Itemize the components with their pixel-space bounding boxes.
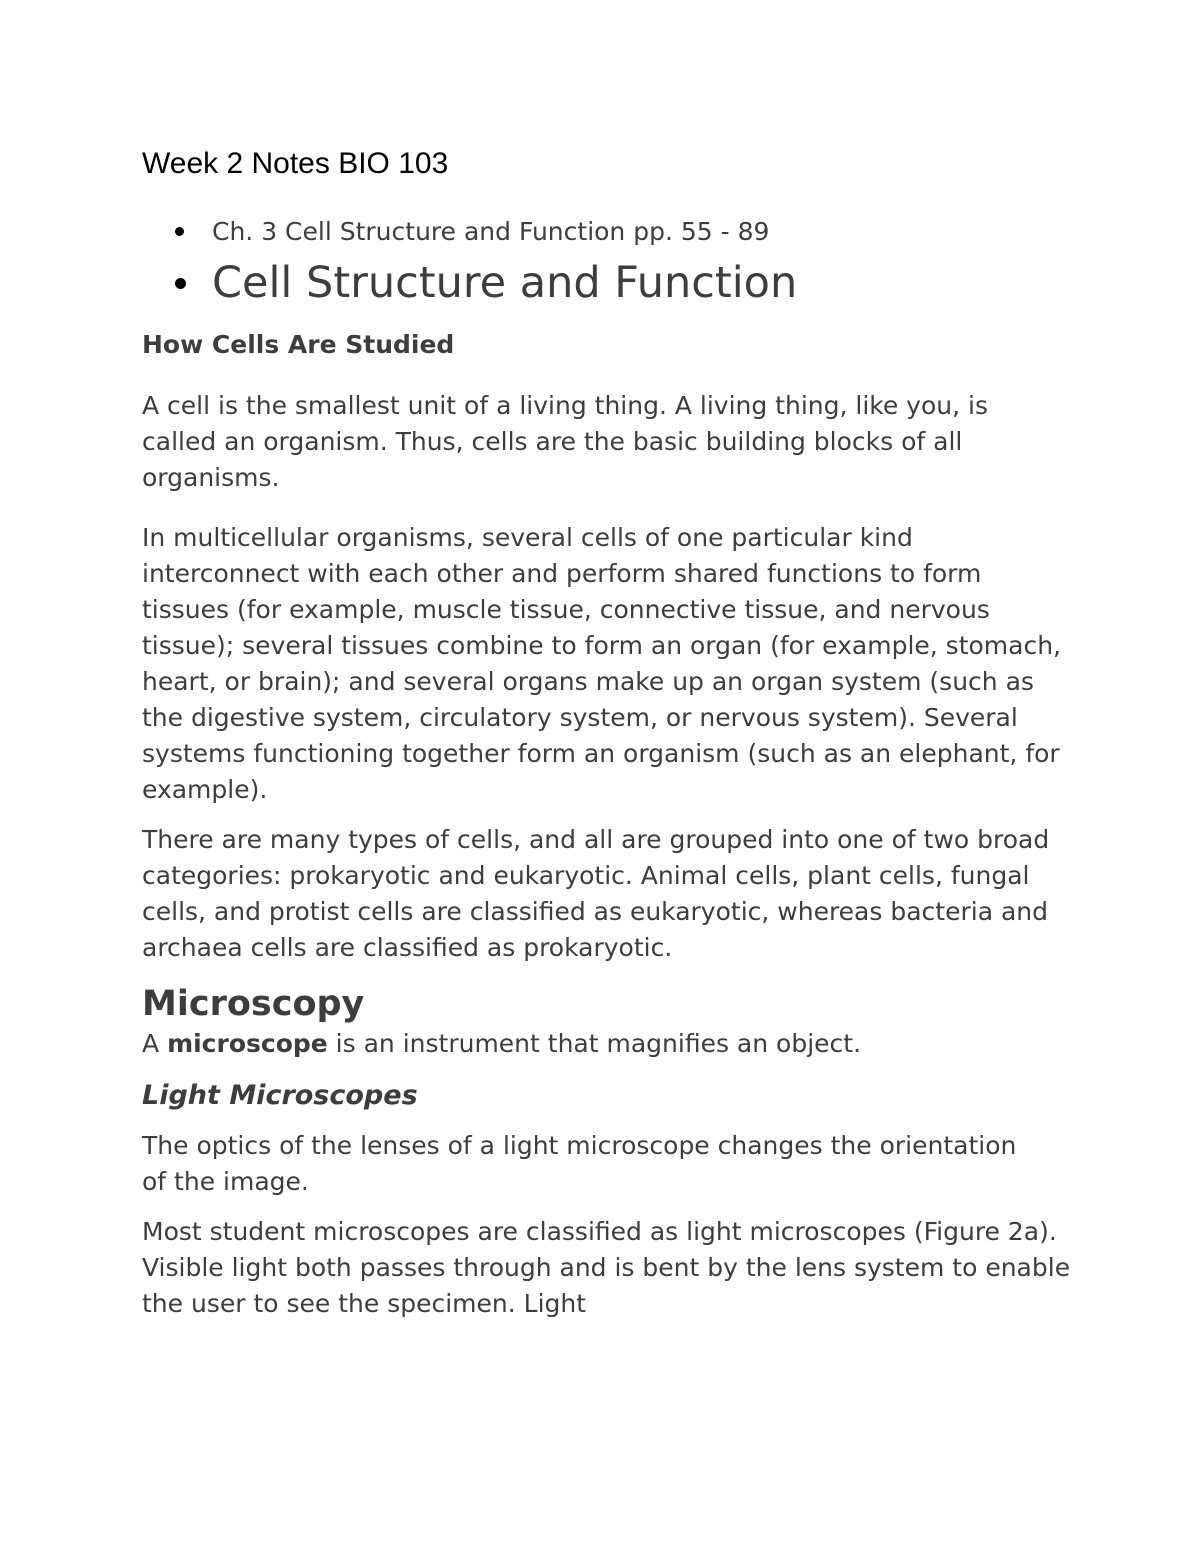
subsection-heading-light-microscopes: Light Microscopes [142, 1080, 418, 1111]
paragraph-microscope-definition [142, 1026, 1072, 1062]
chapter-bullet-list [142, 212, 797, 312]
paragraph-lens-optics: The optics of the lenses of a light microscope changes the orientation of the image. [142, 1131, 1017, 1196]
sentence-suffix: is an instrument that magnifies an object. [327, 1029, 862, 1058]
paragraph-student-microscopes: Most student microscopes are classified as light microscopes (Figure 2a). Visible light both passes through and is bent by the lens system to enable the user to see the specimen. Light [142, 1217, 1071, 1318]
sentence-prefix: A [142, 1029, 168, 1058]
paragraph-cell-definition: A cell is the smallest unit of a living thing. A living thing, like you, is called an organism. Thus, cells are the basic building blocks of all organisms. [142, 391, 988, 492]
bullet-dot-icon [175, 278, 186, 289]
bullet-dot-icon [175, 227, 184, 236]
document-body [142, 326, 1072, 1322]
section-heading-microscopy: Microscopy [142, 984, 365, 1024]
bullet-item-chapter-title [142, 254, 797, 312]
bold-term-microscope: microscope [167, 1029, 328, 1058]
paragraph-multicellular-organisms: In multicellular organisms, several cells of one particular kind interconnect with each other and perform shared functions to form tissues (for example, muscle tissue, connective tissue, and nervous tissue); several tissues combine to form an organ (for example, stomach, heart, or brain); and several organs make up an organ system (such as the digestive system, circulatory system, or nervous system). Several systems functioning together form an organism (such as an elephant, for example). [142, 523, 1062, 804]
bullet-text: Ch. 3 Cell Structure and Function pp. 55 - 89 [212, 217, 770, 246]
bullet-text: Cell Structure and Function [212, 258, 798, 308]
bullet-item-chapter-reference [142, 212, 797, 252]
paragraph-cell-types: There are many types of cells, and all are grouped into one of two broad categories: prokaryotic and eukaryotic. Animal cells, plant cells, fungal cells, and protist cells are classified as eukaryotic, whereas bacteria and archaea cells are classified as prokaryotic. [142, 825, 1050, 962]
document-title: Week 2 Notes BIO 103 [142, 147, 449, 180]
section-heading-how-cells-are-studied: How Cells Are Studied [142, 330, 455, 359]
